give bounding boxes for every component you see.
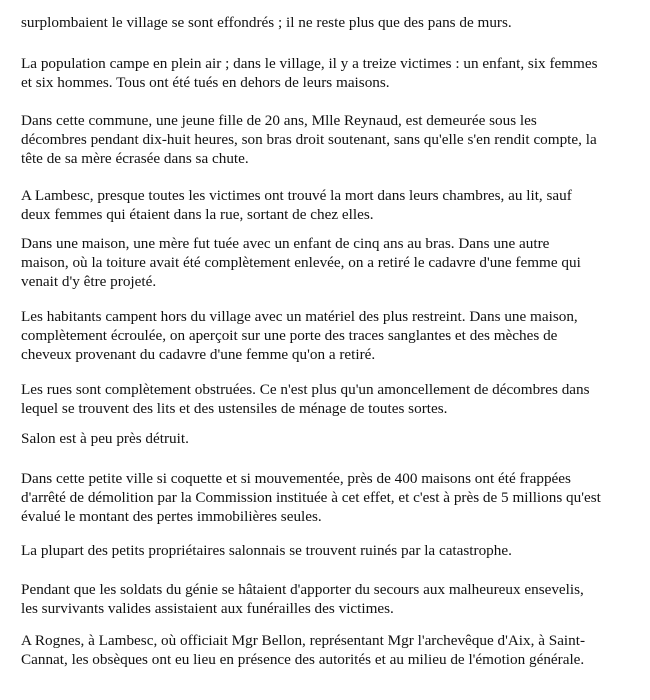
paragraph-1 [21,13,641,32]
text-line: et six hommes. Tous ont été tués en dehors de leurs maisons. [21,74,390,91]
text-line: Pendant que les soldats du génie se hâtaient d'apporter du secours aux malheureux ensevelis, [21,581,584,598]
text-line: les survivants valides assistaient aux funérailles des victimes. [21,600,394,617]
text-line: cheveux provenant du cadavre d'une femme qu'on a retiré. [21,346,376,363]
text-line: surplombaient le village se sont effondrés ; il ne reste plus que des pans de murs. [21,14,512,31]
paragraph-2 [21,54,641,92]
paragraph-7 [21,380,641,418]
paragraph-10 [21,541,641,560]
text-line: lequel se trouvent des lits et des ustensiles de ménage de toutes sortes. [21,400,448,417]
text-line: complètement écroulée, on aperçoit sur une porte des traces sanglantes et des mèches de [21,327,558,344]
text-line: deux femmes qui étaient dans la rue, sortant de chez elles. [21,206,374,223]
text-line: La population campe en plein air ; dans le village, il y a treize victimes : un enfant, six femmes [21,55,598,72]
paragraph-11 [21,580,641,618]
paragraph-5 [21,234,641,291]
paragraph-4 [21,186,641,224]
paragraph-8 [21,429,641,448]
text-line: La plupart des petits propriétaires salonnais se trouvent ruinés par la catastrophe. [21,542,512,559]
text-line: A Lambesc, presque toutes les victimes ont trouvé la mort dans leurs chambres, au lit, sauf [21,187,572,204]
text-line: Dans une maison, une mère fut tuée avec un enfant de cinq ans au bras. Dans une autre [21,235,550,252]
paragraph-3 [21,111,641,168]
text-line: d'arrêté de démolition par la Commission instituée à cet effet, et c'est à près de 5 millions qu'est [21,489,601,506]
paragraph-12 [21,631,641,669]
text-line: tête de sa mère écrasée dans sa chute. [21,150,249,167]
paragraph-9 [21,469,641,526]
text-line: Les rues sont complètement obstruées. Ce n'est plus qu'un amoncellement de décombres dans [21,381,590,398]
text-line: décombres pendant dix-huit heures, son bras droit soutenant, sans qu'elle s'en rendit compte, la [21,131,597,148]
text-line: Salon est à peu près détruit. [21,430,189,447]
text-line: Les habitants campent hors du village avec un matériel des plus restreint. Dans une maison, [21,308,578,325]
text-line: maison, où la toiture avait été complètement enlevée, on a retiré le cadavre d'une femme qui [21,254,581,271]
text-line: A Rognes, à Lambesc, où officiait Mgr Bellon, représentant Mgr l'archevêque d'Aix, à Saint- [21,632,586,649]
text-line: Cannat, les obsèques ont eu lieu en présence des autorités et au milieu de l'émotion générale. [21,651,585,668]
text-line: Dans cette commune, une jeune fille de 20 ans, Mlle Reynaud, est demeurée sous les [21,112,537,129]
text-line: évalué le montant des pertes immobilières seules. [21,508,322,525]
paragraph-6 [21,307,641,364]
text-line: venait d'y être projeté. [21,273,157,290]
text-line: Dans cette petite ville si coquette et si mouvementée, près de 400 maisons ont été frappées [21,470,571,487]
